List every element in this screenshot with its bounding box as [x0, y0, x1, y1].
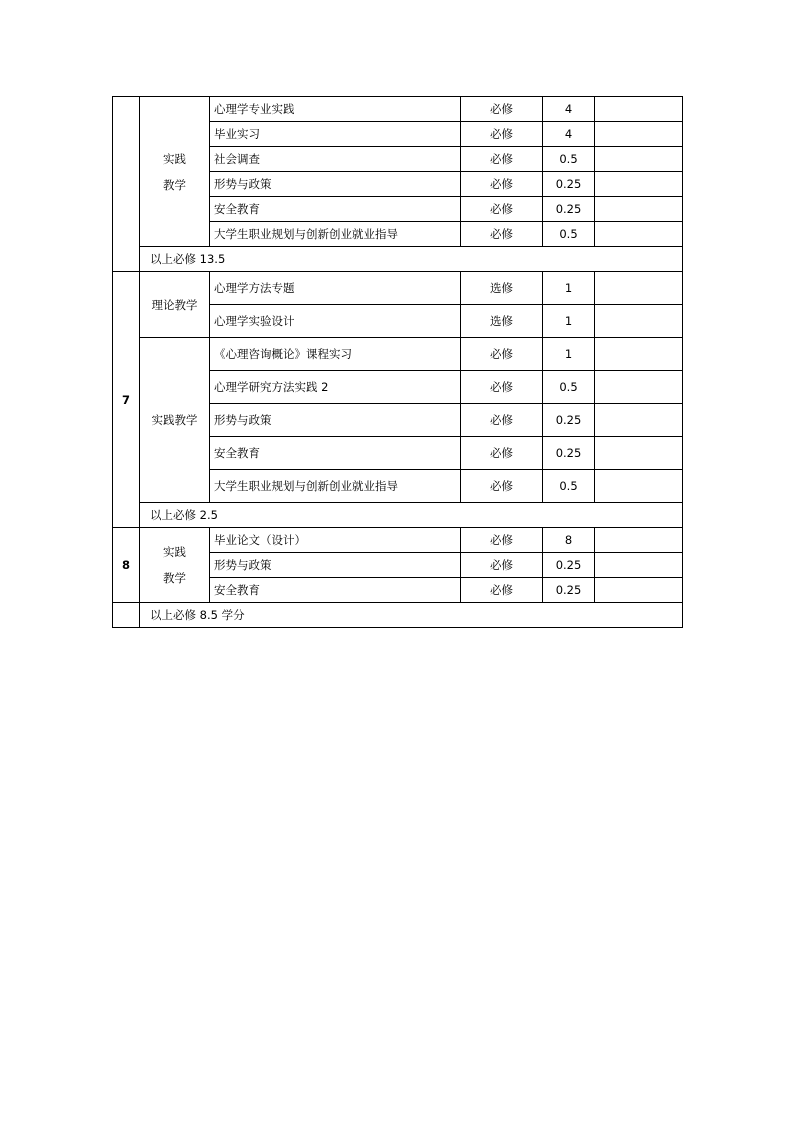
- summary-text: 以上必修 13.5: [140, 247, 683, 272]
- course-type: 必修: [461, 147, 543, 172]
- summary-row: [113, 503, 683, 528]
- note-cell: [595, 578, 683, 603]
- note-cell: [595, 338, 683, 371]
- course-credit: 0.25: [543, 172, 595, 197]
- note-cell: [595, 147, 683, 172]
- course-row: [113, 528, 683, 553]
- note-cell: [595, 97, 683, 122]
- summary-text: 以上必修 8.5 学分: [140, 603, 683, 628]
- semester-cell: 8: [113, 528, 140, 603]
- course-type: 必修: [461, 97, 543, 122]
- course-name: 毕业实习: [210, 122, 461, 147]
- course-type: 必修: [461, 222, 543, 247]
- course-credit: 1: [543, 272, 595, 305]
- course-type: 必修: [461, 172, 543, 197]
- category-cell: [140, 338, 210, 503]
- category-line: 实践教学: [151, 413, 198, 427]
- course-name: 形势与政策: [210, 404, 461, 437]
- note-cell: [595, 470, 683, 503]
- course-row: [113, 272, 683, 305]
- course-name: 安全教育: [210, 437, 461, 470]
- course-name: 社会调查: [210, 147, 461, 172]
- course-credit: 0.25: [543, 437, 595, 470]
- course-credit: 0.5: [543, 147, 595, 172]
- course-credit: 1: [543, 305, 595, 338]
- note-cell: [595, 553, 683, 578]
- semester-cell: 7: [113, 272, 140, 528]
- course-type: 必修: [461, 122, 543, 147]
- note-cell: [595, 122, 683, 147]
- course-row: [113, 338, 683, 371]
- course-credit: 0.5: [543, 470, 595, 503]
- note-cell: [595, 404, 683, 437]
- category-line: 教学: [163, 571, 186, 585]
- course-type: 必修: [461, 338, 543, 371]
- course-name: 形势与政策: [210, 172, 461, 197]
- note-cell: [595, 528, 683, 553]
- course-name: 心理学专业实践: [210, 97, 461, 122]
- course-name: 大学生职业规划与创新创业就业指导: [210, 470, 461, 503]
- semester-cell: [113, 97, 140, 272]
- curriculum-table: [112, 96, 683, 628]
- course-type: 必修: [461, 371, 543, 404]
- summary-row: [113, 603, 683, 628]
- note-cell: [595, 172, 683, 197]
- semester-blank-cell: [113, 603, 140, 628]
- course-name: 心理学研究方法实践 2: [210, 371, 461, 404]
- note-cell: [595, 222, 683, 247]
- course-type: 必修: [461, 470, 543, 503]
- course-name: 安全教育: [210, 578, 461, 603]
- course-type: 必修: [461, 528, 543, 553]
- note-cell: [595, 197, 683, 222]
- category-line: 理论教学: [151, 297, 198, 312]
- course-credit: 8: [543, 528, 595, 553]
- course-credit: 4: [543, 97, 595, 122]
- note-cell: [595, 305, 683, 338]
- note-cell: [595, 437, 683, 470]
- course-credit: 0.25: [543, 553, 595, 578]
- course-name: 毕业论文（设计）: [210, 528, 461, 553]
- category-line: 实践: [163, 151, 186, 166]
- course-type: 必修: [461, 578, 543, 603]
- course-credit: 0.25: [543, 578, 595, 603]
- course-name: 大学生职业规划与创新创业就业指导: [210, 222, 461, 247]
- course-credit: 0.25: [543, 197, 595, 222]
- summary-text: 以上必修 2.5: [140, 503, 683, 528]
- summary-row: [113, 247, 683, 272]
- note-cell: [595, 371, 683, 404]
- course-name: 安全教育: [210, 197, 461, 222]
- course-credit: 0.5: [543, 222, 595, 247]
- course-name: 形势与政策: [210, 553, 461, 578]
- course-type: 必修: [461, 197, 543, 222]
- course-credit: 0.25: [543, 404, 595, 437]
- course-name: 心理学方法专题: [210, 272, 461, 305]
- category-cell: [140, 97, 210, 247]
- course-type: 必修: [461, 404, 543, 437]
- course-credit: 0.5: [543, 371, 595, 404]
- category-line: 教学: [163, 177, 186, 192]
- course-credit: 1: [543, 338, 595, 371]
- course-name: 《心理咨询概论》课程实习: [210, 338, 461, 371]
- category-line: 实践: [163, 545, 186, 559]
- category-cell: [140, 272, 210, 338]
- course-credit: 4: [543, 122, 595, 147]
- course-type: 必修: [461, 437, 543, 470]
- course-type: 必修: [461, 553, 543, 578]
- course-type: 选修: [461, 305, 543, 338]
- course-row: [113, 97, 683, 122]
- note-cell: [595, 272, 683, 305]
- course-type: 选修: [461, 272, 543, 305]
- course-name: 心理学实验设计: [210, 305, 461, 338]
- category-cell: [140, 528, 210, 603]
